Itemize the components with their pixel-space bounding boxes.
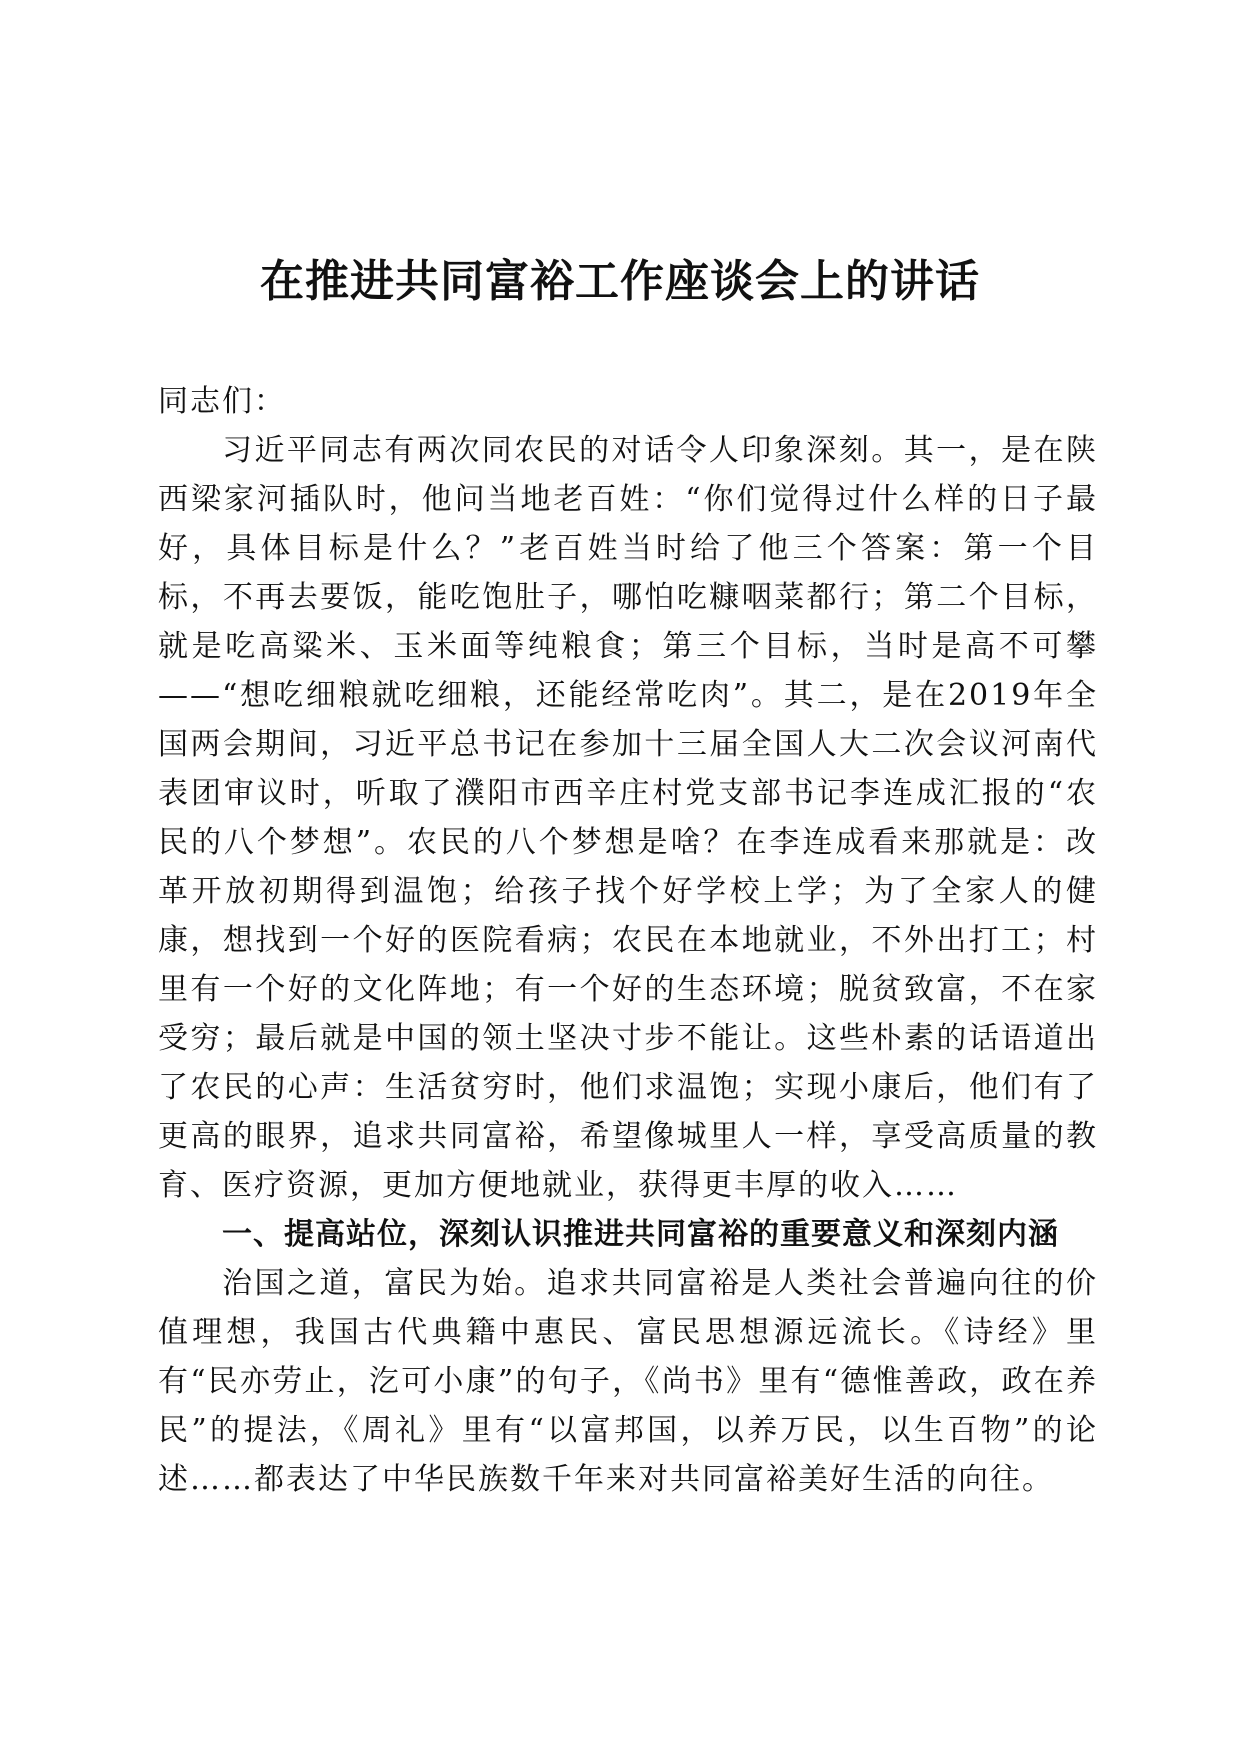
section-heading-1: 一、提高站位，深刻认识推进共同富裕的重要意义和深刻内涵 bbox=[222, 1217, 1059, 1252]
document-body bbox=[158, 377, 1098, 1504]
salutation: 同志们： bbox=[158, 384, 286, 419]
document-title: 在推进共同富裕工作座谈会上的讲话 bbox=[260, 256, 980, 307]
paragraph-intro: 习近平同志有两次同农民的对话令人印象深刻。其一，是在陕西梁家河插队时，他问当地老百姓：“你们觉得过什么样的日子最好，具体目标是什么？”老百姓当时给了他三个答案：第一个目标，不再去要饭，能吃饱肚子，哪怕吃糠咽菜都行；第二个目标，就是吃高粱米、玉米面等纯粮食；第三个目标，当时是高不可攀——“想吃细粮就吃细粮，还能经常吃肉”。其二，是在2019年全国两会期间，习近平总书记在参加十三届全国人大二次会议河南代表团审议时，听取了濮阳市西辛庄村党支部书记李连成汇报的“农民的八个梦想”。农民的八个梦想是啥？在李连成看来那就是：改革开放初期得到温饱；给孩子找个好学校上学；为了全家人的健康，想找到一个好的医院看病；农民在本地就业，不外出打工；村里有一个好的文化阵地；有一个好的生态环境；脱贫致富，不在家受穷；最后就是中国的领土坚决寸步不能让。这些朴素的话语道出了农民的心声：生活贫穷时，他们求温饱；实现小康后，他们有了更高的眼界，追求共同富裕，希望像城里人一样，享受高质量的教育、医疗资源，更加方便地就业，获得更丰厚的收入…… bbox=[158, 433, 1098, 1203]
paragraph-section-1: 治国之道，富民为始。追求共同富裕是人类社会普遍向往的价值理想，我国古代典籍中惠民、富民思想源远流长。《诗经》里有“民亦劳止，汔可小康”的句子，《尚书》里有“德惟善政，政在养民”的提法，《周礼》里有“以富邦国，以养万民，以生百物”的论述……都表达了中华民族数千年来对共同富裕美好生活的向往。 bbox=[158, 1266, 1098, 1497]
